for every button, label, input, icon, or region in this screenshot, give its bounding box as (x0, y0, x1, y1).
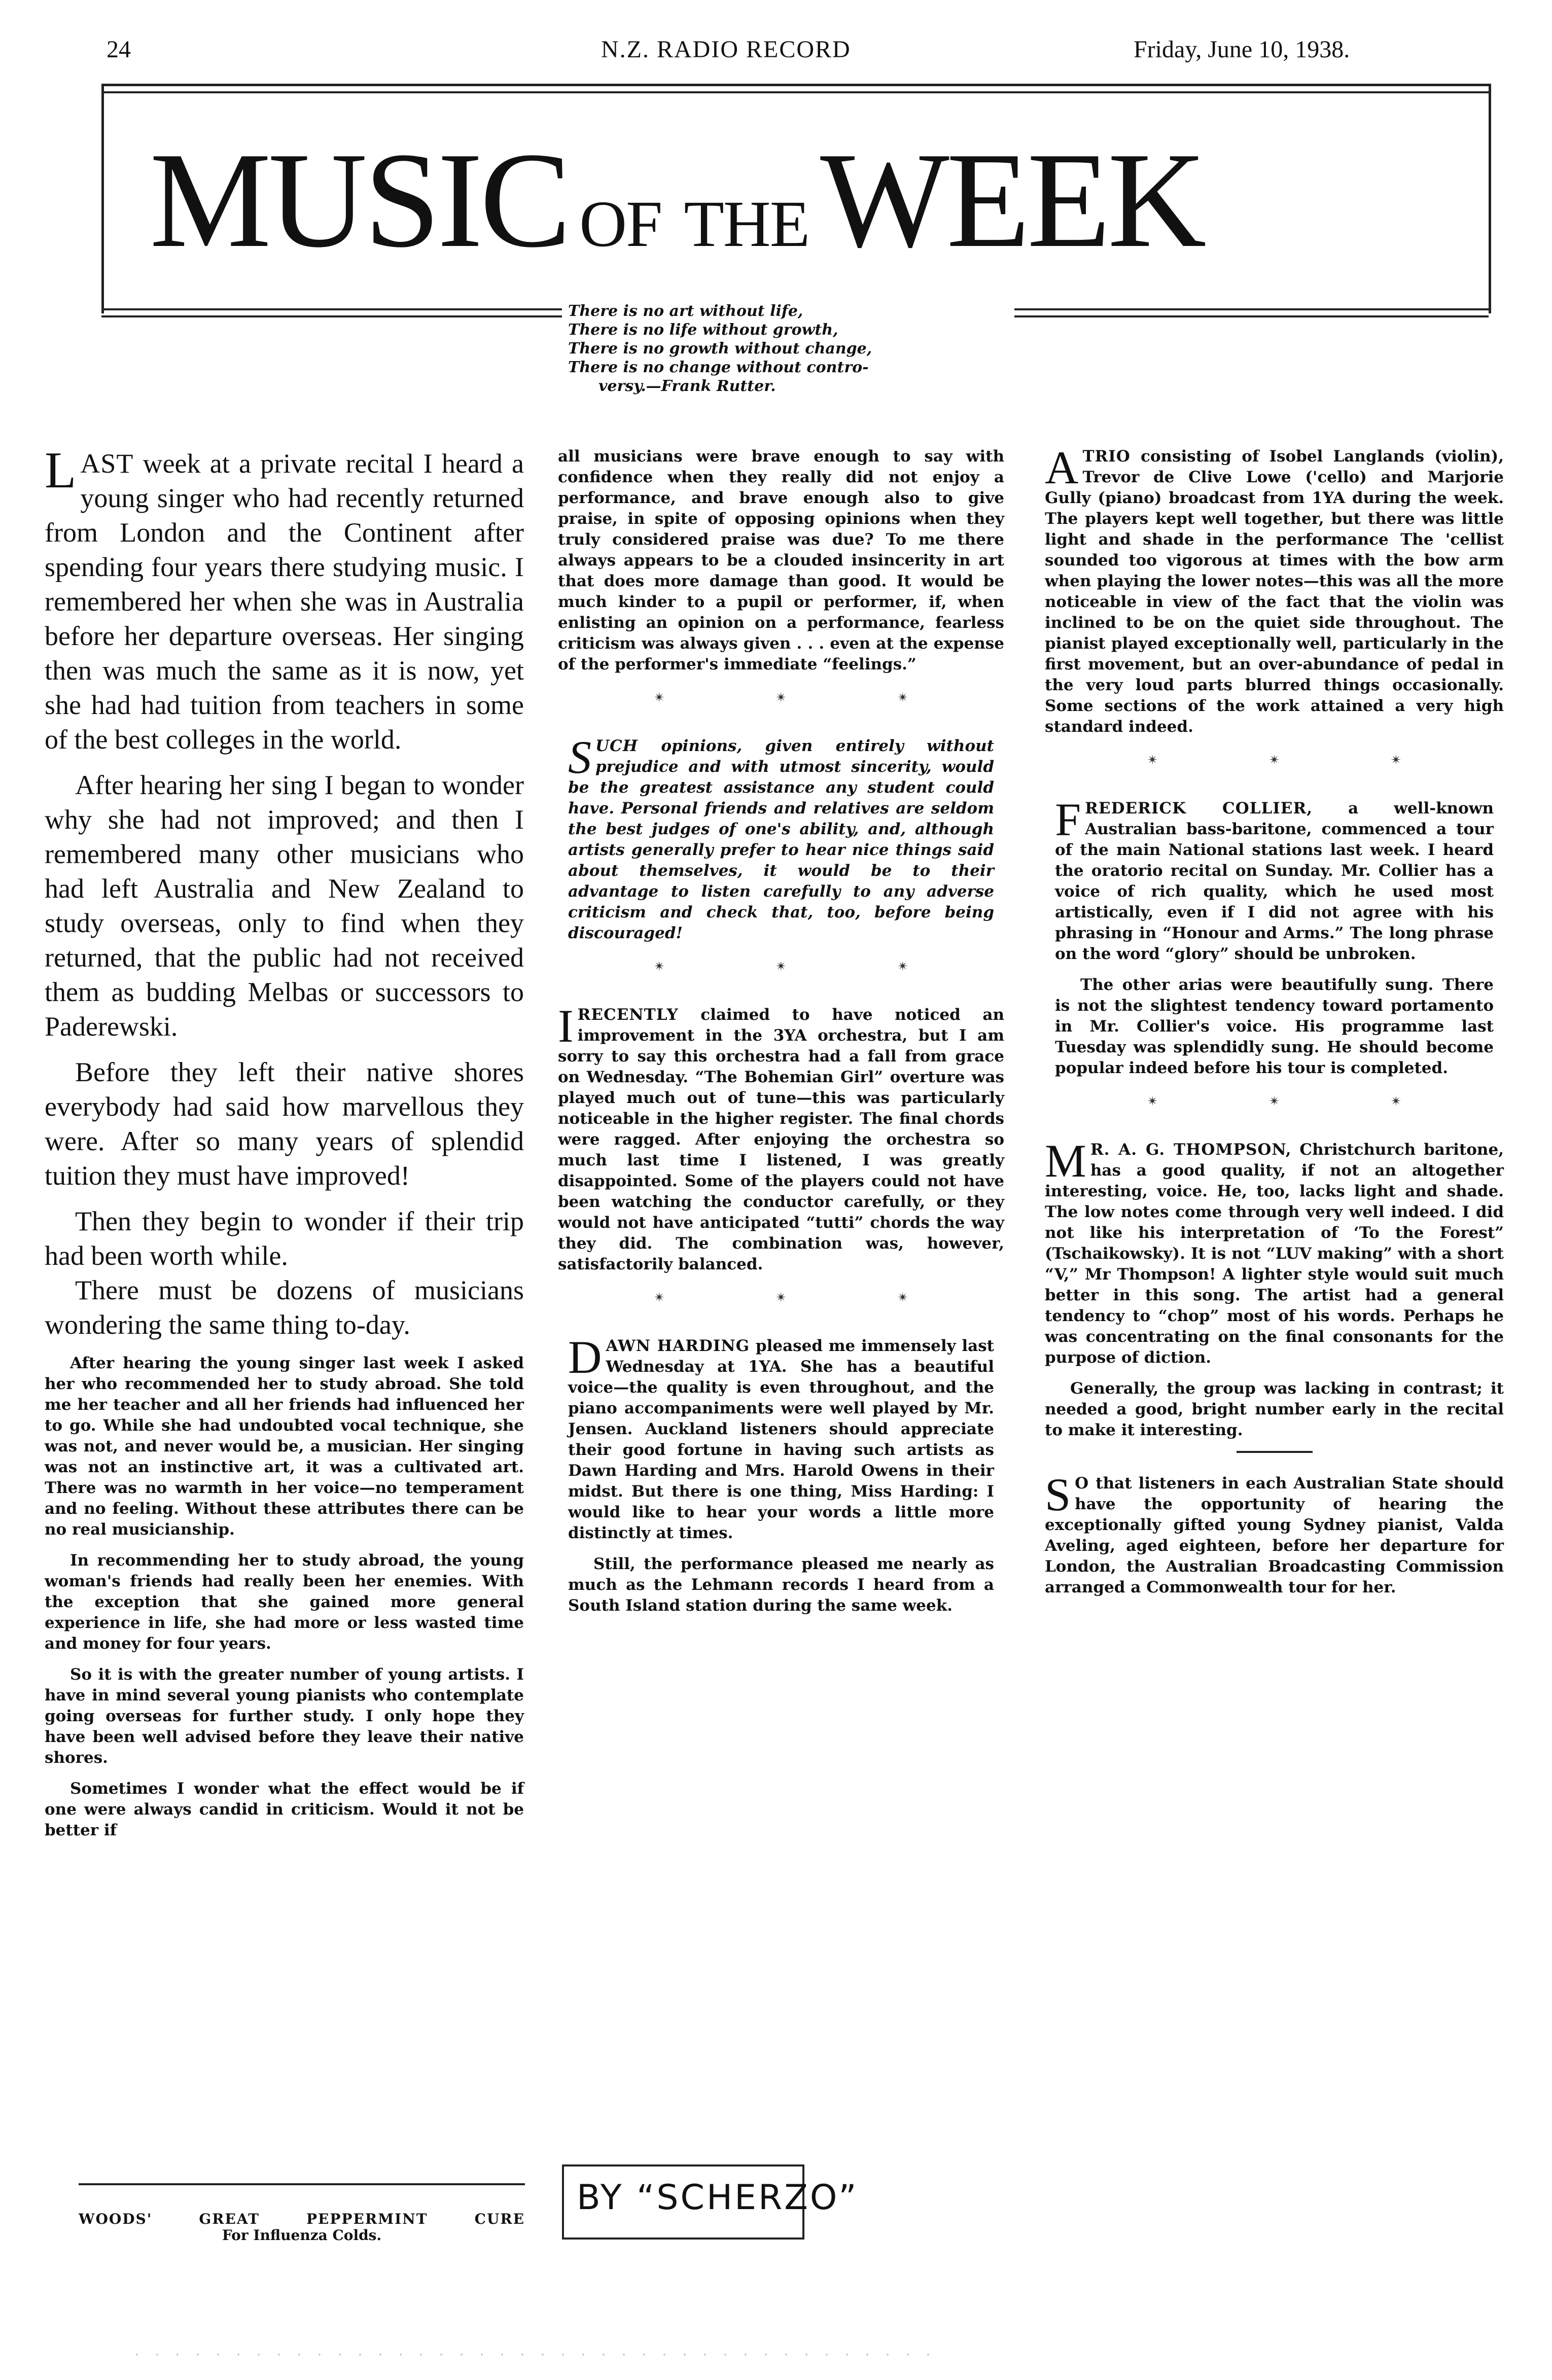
advertisement-subline: For Influenza Colds. (222, 2227, 382, 2244)
masthead (0, 20, 1552, 81)
ad-word: CURE (474, 2211, 525, 2227)
paragraph: The other arias were beautifully sung. There is not the slightest tendency toward portamento in Mr. Collier's voice. His programme last Tuesday was splendidly sung. He should become popular indeed before his tour is completed. (1055, 976, 1494, 1077)
drop-cap: M (1045, 1135, 1086, 1187)
paragraph-text: that listeners in each Australian State should have the opportunity of hearing the exceptionally gifted young Sydney pianist, Valda Aveling, aged eighteen, before her departure for London, the Australian Broadcasting Commission arranged a Commonwealth tour for her. (1045, 1474, 1504, 1596)
paragraph-text: Christchurch baritone, has a good quality, if not an altogether interesting, voice. He, too, lacks light and shade. The low notes come through very well indeed. I did not like his interpretation of ‘To the Forest” (Tschaikowsky). It is not “LUV making” with a short “V,” Mr Thompson! A lighter style would suit much better in this song. The artist had a general tendency to “chop” most of his words. Perhaps he was concentrating on the final consonants for the purpose of diction. (1045, 1141, 1504, 1367)
byline: BY “SCHERZO” (577, 2178, 859, 2218)
paragraph-text: week at a private recital I heard a young singer who had recently returned from London and the Continent after spending four years there studying music. I remembered her when she was in Australia before her departure overseas. Her singing then was much the same as it is now, yet she had had tuition from teachers in some of the best colleges in the world. (45, 448, 524, 755)
paragraph: Generally, the group was lacking in contrast; it needed a good, bright number early in the recital to make it interesting. (1045, 1379, 1504, 1439)
article-continued (45, 1353, 524, 1841)
epigraph-line: There is no change without contro- (568, 359, 869, 376)
paragraph: After hearing her sing I began to wonder why she had not improved; and then I remembered many other musicians who had left Australia and New Zealand to study overseas, only to find when they returned, that the public had not received them as budding Melbas or successors to Paderewski. (45, 770, 524, 1042)
paragraph: There must be dozens of musicians wondering the same thing to-day. (45, 1275, 524, 1340)
trio-section (1045, 442, 1504, 737)
paragraph: Still, the performance pleased me nearly as much as the Lehmann records I heard from a South Island station during the same week. (568, 1555, 994, 1615)
paragraph-text: consisting of Isobel Langlands (violin), Trevor de Clive Lowe ('cello) and Marjorie Gully (piano) broadcast from 1YA during the week. The players kept well together, but there was little light and shade in the performance The 'cellist sounded too vigorous at times with the bow arm when playing the lower notes—this was all the more noticeable in view of the fact that the violin was inclined to be on the quiet side throughout. The pianist played exceptionally well, particularly in the first movement, but an over-abundance of pedal in the very loud parts blurred things occasionally. Some sections of the work attained a very high standard indeed. (1045, 447, 1504, 736)
article-continued (558, 446, 1004, 675)
paragraph: all musicians were brave enough to say with confidence when they really did not enjoy a performance, and brave enough also to give praise, in spite of opposing opinions when they truly considered praise was due? To me there always appears to be a clouded insincerity in art that does more damage than good. It would be much kinder to a pupil or performer, if, when enlisting an opinion on a performance, fearless criticism was always given . . . even at the expense of the performer's immediate “feelings.” (558, 447, 1004, 673)
title-word-of: OF (579, 188, 662, 261)
paragraph (568, 731, 994, 944)
ad-word: WOODS' (79, 2211, 153, 2227)
lead-caps: R. A. G. THOMPSON, (1090, 1141, 1292, 1159)
section-separator: ✴ ✴ ✴ (654, 959, 962, 974)
title-word-week: WEEK (820, 124, 1204, 276)
banner-rule-left (101, 308, 562, 317)
advertisement-divider (79, 2183, 525, 2185)
left-column (45, 442, 524, 1851)
paragraph: After hearing the young singer last week I asked her who recommended her to study abroad. She told me her teacher and all her friends had influenced her to go. While she had undoubted vocal technique, she was not, and never would be, a musician. Her singing was not an instinctive art, it was a cultivated art. There was no warmth in her voice—no temperament and no feeling. Without these attributes there can be no real musicianship. (45, 1354, 524, 1539)
section-divider (1237, 1451, 1313, 1453)
paragraph (1045, 1469, 1504, 1598)
paragraph: Then they begin to wonder if their trip had been worth while. (45, 1206, 524, 1271)
orchestra-section (558, 1000, 1004, 1275)
lead-article (45, 442, 524, 1342)
headline-banner (101, 84, 1491, 313)
lead-caps: UCH (595, 737, 638, 755)
right-column (1045, 442, 1504, 1608)
paragraph (568, 1331, 994, 1544)
byline-box (562, 2164, 859, 2240)
epigraph-line: There is no life without growth, (568, 321, 838, 339)
epigraph-line: There is no art without life, (568, 302, 803, 320)
issue-date: Friday, June 10, 1938. (1134, 36, 1350, 63)
epigraph-line: There is no growth without change, (568, 340, 872, 358)
drop-cap: F (1055, 794, 1081, 845)
paragraph (558, 1000, 1004, 1275)
paragraph-text: a well-known Australian bass-baritone, commenced a tour of the main National stations last week. I heard the oratorio recital on Sunday. Mr. Collier has a voice of rich quality, which he used most artistically, even if I did not agree with his phrasing in “Honour and Arms.” The long phrase on the word “glory” should be unbroken. (1055, 799, 1494, 963)
section-separator: ✴ ✴ ✴ (654, 1290, 962, 1305)
such-opinions-section (558, 731, 1004, 944)
lead-caps: TRIO (1082, 447, 1131, 466)
advertisement (79, 2211, 525, 2244)
drop-cap: I (558, 1000, 574, 1052)
section-separator: ✴ ✴ ✴ (654, 690, 962, 705)
title-word-music: MUSIC (150, 124, 569, 276)
drop-cap: A (1045, 442, 1079, 493)
paragraph-text: opinions, given entirely without prejudice and with utmost sincerity, would be the greatest assistance any student could have. Personal friends and relatives are seldom the best judges of one's ability, and, although artists generally prefer to hear nice things said about themselves, it would be to their advantage to listen carefully to any adverse criticism and check that, too, before being discouraged! (568, 737, 994, 942)
section-separator: ✴ ✴ ✴ (1147, 1094, 1455, 1109)
ad-word: GREAT (199, 2211, 260, 2227)
drop-cap: L (45, 442, 77, 499)
lead-caps: AST (80, 448, 134, 479)
print-noise (127, 2353, 938, 2356)
epigraph (568, 302, 1014, 396)
paragraph-text: claimed to have noticed an improvement in the 3YA orchestra, but I am sorry to say this orchestra had a fall from grace on Wednesday. “The Bohemian Girl” overture was played much out of tune—this was particularly noticeable in the higher register. The final chords were ragged. After enjoying the orchestra so much last time I listened, I was greatly disappointed. Some of the players could not have been watching the conductor carefully, or they would not have anticipated “tutti” chords the way they did. The combination was, however, satisfactorily balanced. (558, 1006, 1004, 1273)
lead-caps: O (1075, 1474, 1089, 1493)
drop-cap: D (568, 1331, 602, 1383)
lead-caps: RECENTLY (577, 1006, 679, 1024)
ad-word: PEPPERMINT (306, 2211, 428, 2227)
dawn-harding-section (558, 1331, 1004, 1616)
section-separator: ✴ ✴ ✴ (1147, 753, 1455, 768)
paragraph-text: pleased me immensely last Wednesday at 1YA. She has a beautiful voice—the quality is even throughout, and the piano accompaniments were well played by Mr. Jensen. Auckland listeners should appreciate their good fortune in having such artists as Dawn Harding and Mrs. Harold Owens in their midst. But there is one thing, Miss Harding: I would like to hear your words a little more distinctly at times. (568, 1337, 994, 1542)
thompson-section (1045, 1135, 1504, 1441)
drop-cap: S (1045, 1469, 1071, 1520)
paragraph (1045, 1135, 1504, 1368)
page-title (150, 124, 1204, 276)
paragraph: In recommending her to study abroad, the young woman's friends had really been her enemies. With the exception that she gained more general experience in life, she had more or less wasted time and money for four years. (45, 1551, 524, 1653)
paper-name: N.Z. RADIO RECORD (601, 36, 851, 63)
title-word-the: THE (684, 188, 809, 261)
banner-rule-right (1014, 308, 1489, 317)
paragraph (1055, 794, 1494, 965)
lead-caps: AWN HARDING (606, 1337, 750, 1355)
advertisement-headline (79, 2211, 525, 2227)
page-number: 24 (107, 36, 131, 63)
epigraph-attribution: versy.—Frank Rutter. (598, 377, 776, 395)
paragraph: Before they left their native shores everybody had said how marvellous they were. After so many years of splendid tuition they must have improved! (45, 1057, 524, 1191)
aveling-section (1045, 1469, 1504, 1598)
lead-caps: REDERICK COLLIER, (1085, 799, 1313, 818)
paragraph: Sometimes I wonder what the effect would be if one were always candid in criticism. Would it not be better if (45, 1780, 524, 1839)
collier-section (1045, 794, 1504, 1079)
paragraph: So it is with the greater number of young artists. I have in mind several young pianists who contemplate going overseas for further study. I only hope they have been well advised before they leave their native shores. (45, 1665, 524, 1767)
paragraph (45, 442, 524, 757)
middle-column (558, 446, 1004, 1626)
paragraph (1045, 442, 1504, 737)
drop-cap: S (568, 731, 591, 783)
